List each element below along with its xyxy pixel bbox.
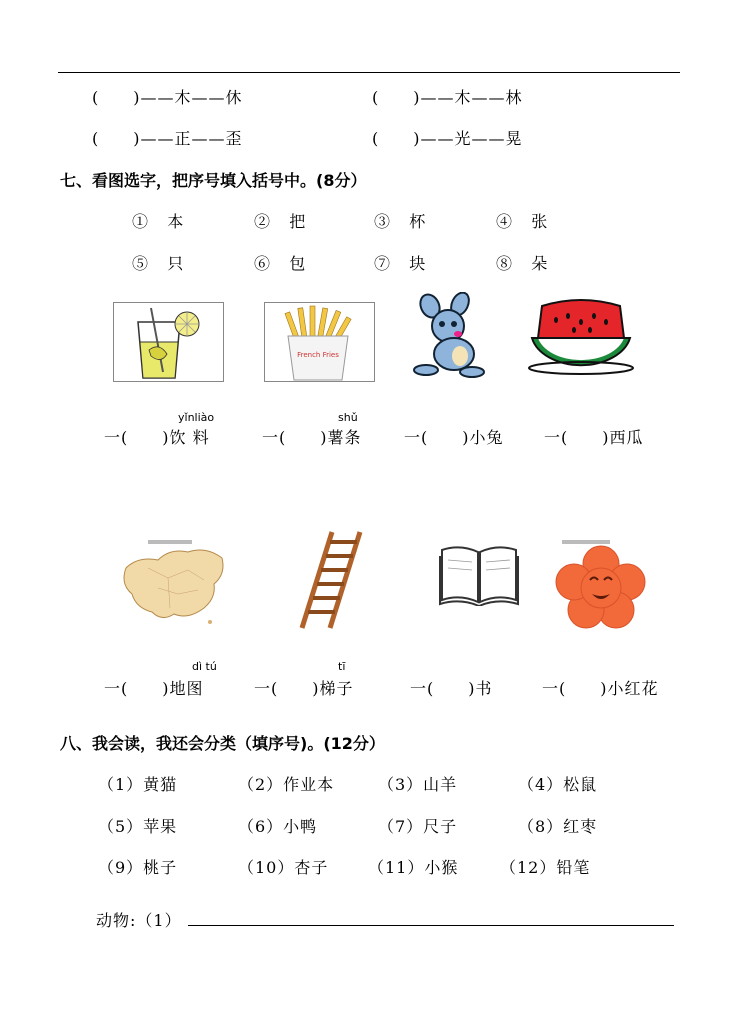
answer-ladder: 一( )梯子	[254, 679, 354, 698]
answer-map: 一( )地图	[104, 679, 204, 698]
fries-box-label: French Fries	[297, 351, 339, 359]
ladder-picture	[298, 528, 372, 632]
option-5: ⑤ 只	[132, 254, 185, 273]
book-picture	[438, 544, 520, 606]
item-12: （12）铅笔	[500, 858, 591, 877]
french-fries-picture	[264, 302, 375, 382]
answer-watermelon: 一( )西瓜	[544, 428, 644, 447]
top-divider	[58, 72, 680, 73]
answer-drink: 一( )饮 料	[104, 428, 210, 447]
animals-label: 动物:（1）	[96, 911, 182, 930]
option-1: ① 本	[132, 212, 185, 231]
pinyin-ditu: dì tú	[192, 660, 217, 673]
fill-row-1-right: ( )——木——林	[372, 88, 523, 107]
item-5: （5）苹果	[98, 817, 178, 836]
item-3: （3）山羊	[378, 775, 458, 794]
option-2: ② 把	[254, 212, 307, 231]
pinyin-yinliao: yǐnliào	[178, 411, 215, 424]
item-9: （9）桃子	[98, 858, 178, 877]
china-map-picture	[118, 538, 230, 626]
juice-picture	[113, 302, 224, 382]
section-8-title: 八、我会读，我还会分类（填序号)。(12分）	[60, 734, 385, 753]
option-7: ⑦ 块	[374, 254, 427, 273]
option-8: ⑧ 朵	[496, 254, 549, 273]
item-4: （4）松鼠	[518, 775, 598, 794]
watermelon-picture	[526, 298, 636, 376]
pinyin-shu: shǔ	[338, 411, 358, 424]
section-7-title: 七、看图选字，把序号填入括号中。(8分）	[60, 171, 367, 190]
item-8: （8）红枣	[518, 817, 598, 836]
option-6: ⑥ 包	[254, 254, 307, 273]
item-7: （7）尺子	[378, 817, 458, 836]
answer-flower: 一( )小红花	[542, 679, 659, 698]
rabbit-picture	[412, 292, 492, 380]
pinyin-ti: tī	[338, 660, 346, 673]
red-flower-picture	[552, 538, 650, 630]
item-2: （2）作业本	[238, 775, 335, 794]
fill-row-2-right: ( )——光——晃	[372, 129, 523, 148]
fill-row-2-left: ( )——正——歪	[92, 129, 243, 148]
answer-fries: 一( )薯条	[262, 428, 362, 447]
item-1: （1）黄猫	[98, 775, 178, 794]
animals-answer-line[interactable]	[188, 925, 674, 926]
answer-book: 一( )书	[410, 679, 493, 698]
fill-row-1-left: ( )——木——休	[92, 88, 243, 107]
item-11: （11）小猴	[368, 858, 459, 877]
item-6: （6）小鸭	[238, 817, 318, 836]
option-3: ③ 杯	[374, 212, 427, 231]
answer-rabbit: 一( )小兔	[404, 428, 504, 447]
option-4: ④ 张	[496, 212, 549, 231]
item-10: （10）杏子	[238, 858, 329, 877]
